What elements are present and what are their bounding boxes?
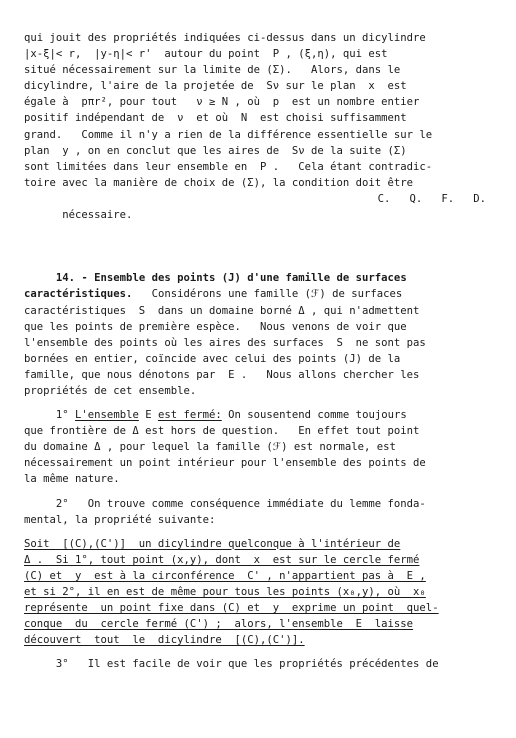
text-line: égale à pπr², pour tout ν ≥ N , où p est un nombre entier <box>24 96 420 109</box>
text-line: famille, que nous dénotons par E . Nous allons chercher les <box>24 368 420 381</box>
section-title-continued: caractéristiques. <box>24 288 133 301</box>
spacer <box>24 528 504 536</box>
text-line: caractéristiques S dans un domaine borné Δ , qui n'admettent <box>24 304 420 317</box>
spacer <box>24 648 504 656</box>
item-3 <box>24 656 504 672</box>
underlined-text: L'ensemble <box>75 409 139 422</box>
qed-mark: C. Q. F. D. <box>377 192 486 205</box>
text-fragment: E <box>138 409 158 422</box>
text-line <box>24 407 504 423</box>
text-line: |x-ξ|< r, |y-η|< r' autour du point P , (ξ,η), qui est <box>24 48 388 61</box>
text-line: mental, la propriété suivante: <box>24 513 216 526</box>
spacer <box>24 399 504 407</box>
text-line: qui jouit des propriétés indiquées ci-dessus dans un dicylindre <box>24 32 426 44</box>
item-1 <box>24 407 504 487</box>
text-line: bornées en entier, coïncide avec celui des points (J) de la <box>24 352 401 365</box>
text-line: 3° Il est facile de voir que les propriétés précédentes de <box>24 658 439 671</box>
text-line: la même nature. <box>24 473 120 486</box>
section-number: 14. - <box>55 272 88 285</box>
text-line: nécessairement un point intérieur pour l'ensemble des points de <box>24 457 426 470</box>
text-line: du domaine Δ , pour lequel la famille (ℱ) est normale, est <box>24 441 396 454</box>
underlined-line: Δ . Si 1°, tout point (x,y), dont x est sur le cercle fermé <box>24 553 420 566</box>
spacer <box>24 488 504 496</box>
section-heading-line <box>24 270 504 286</box>
underlined-line: et si 2°, il en est de même pour tous les points (x₀,y), où x₀ <box>24 586 426 598</box>
text-line: 2° On trouve comme conséquence immédiate du lemme fonda- <box>24 497 426 510</box>
text-line: dicylindre, l'aire de la projetée de Sν sur le plan x est <box>24 80 407 93</box>
text-fragment: nécessaire. <box>62 209 133 222</box>
underlined-line: découvert tout le dicylindre [(C),(C')]. <box>24 634 305 647</box>
text-line: que frontière de Δ est hors de question. En effet tout point <box>24 425 420 438</box>
text-line <box>24 191 504 255</box>
item-number: 1° <box>55 409 69 422</box>
text-line: positif indépendant de ν et où N est choisi suffisamment <box>24 112 407 125</box>
text-line: toire avec la manière de choix de (Σ), la condition doit être <box>24 176 414 189</box>
underlined-text: est fermé: <box>157 409 222 422</box>
text-line: plan y , on en conclut que les aires de Sν de la suite (Σ) <box>24 144 407 157</box>
section-14 <box>24 270 504 399</box>
text-fragment: On sousentend comme toujours <box>221 409 407 422</box>
underlined-line: conque du cercle fermé (C') ; alors, l'ensemble E laisse <box>24 618 414 631</box>
section-heading-line <box>24 286 504 302</box>
section-title: Ensemble des points (J) d'une famille de surfaces <box>94 272 407 285</box>
item-2 <box>24 496 504 528</box>
text-fragment: Considérons une famille (ℱ) de surfaces <box>132 288 403 301</box>
text-line: propriétés de cet ensemble. <box>24 384 197 397</box>
underlined-line: Soit [(C),(C')] un dicylindre quelconque à l'intérieur de <box>24 537 401 550</box>
underlined-line: représente un point fixe dans (C) et y exprime un point quel- <box>24 602 439 615</box>
lemma-statement <box>24 536 504 649</box>
text-line: l'ensemble des points où les aires des surfaces S ne sont pas <box>24 336 426 349</box>
text-line: situé nécessairement sur la limite de (Σ). Alors, dans le <box>24 64 401 77</box>
text-line: que les points de première espèce. Nous venons de voir que <box>24 320 407 333</box>
underlined-line: (C) et y est à la circonférence C' , n'appartient pas à E , <box>24 569 426 582</box>
paragraph-proof-end <box>24 30 504 255</box>
document-page <box>24 30 504 672</box>
text-line: grand. Comme il n'y a rien de la différence essentielle sur le <box>24 128 433 141</box>
text-line: sont limitées dans leur ensemble en P . Cela étant contradic- <box>24 160 433 173</box>
